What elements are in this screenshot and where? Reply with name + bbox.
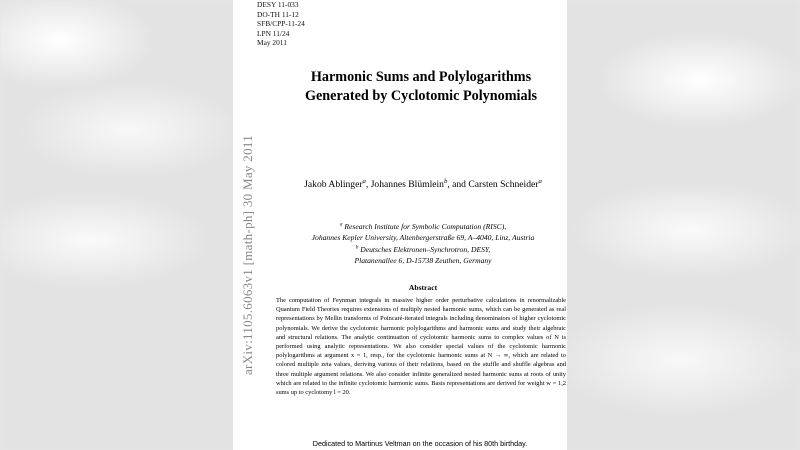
affil-line: Johannes Kepler University, Altenbergerstraße 69, A–4040, Linz, Austria (311, 233, 535, 242)
affil-line: Deutsches Elektronen–Synchrotron, DESY, (360, 245, 491, 254)
author-separator: , (365, 179, 371, 190)
affiliation-b (233, 244, 613, 266)
author-affil-mark: b (443, 177, 448, 185)
affil-mark: a (339, 221, 343, 228)
affil-line: Platanenallee 6, D-15738 Zeuthen, Germany (354, 256, 492, 265)
abstract-heading: Abstract (408, 283, 438, 292)
preprint-numbers (257, 0, 305, 48)
author-separator: , and (447, 179, 469, 190)
preprint-id: LPN 11/24 (257, 28, 290, 38)
author-name: Carsten Schneider (468, 179, 539, 190)
preprint-id: DO-TH 11-12 (257, 9, 299, 19)
paper-title (233, 68, 609, 106)
title-line-2: Generated by Cyclotomic Polynomials (304, 88, 538, 104)
affil-line: Research Institute for Symbolic Computation (RISC), (344, 222, 507, 231)
author-affil-mark: a (362, 177, 366, 185)
author-affil-mark: a (538, 177, 542, 185)
title-line-1: Harmonic Sums and Polylogarithms (310, 69, 532, 85)
preprint-id: DESY 11-033 (257, 0, 299, 9)
dedication: Dedicated to Martinus Veltman on the occasion of his 80th birthday. (312, 439, 528, 448)
preprint-id: SFB/CPP-11-24 (257, 19, 305, 29)
abstract-body: The computation of Feynman integrals in massive higher order perturbative calculations in renormalizable Quantum Field Theories requires extensions of multiply nested harmonic sums, which can be generated as real representations by Mellin transforms of Poincaré-iterated integrals including denominators of higher cyclotomic polynomials. We derive the cyclotomic harmonic polylogarithms and harmonic sums and study their algebraic and structural relations. The analytic continuation of cyclotomic harmonic sums to complex values of N is performed using analytic representations. We also consider special values of the cyclotomic harmonic polylogarithms at argument x = 1, resp., for the cyclotomic harmonic sums at N → ∞, which are related to colored multiple zeta values, deriving various of their relations, based on the stuffle and shuffle algebras and three multiple argument relations. We also consider infinite generalized nested harmonic sums at roots of unity which are related to the infinite cyclotomic harmonic sums. Basis representations are derived for weight w = 1,2 sums up to cyclotomy l = 20. (276, 297, 566, 397)
affil-mark: b (355, 244, 359, 251)
arxiv-stamp: arXiv:1105.6063v1 [math-ph] 30 May 2011 (240, 134, 255, 376)
preprint-date: May 2011 (257, 38, 287, 48)
author-name: Johannes Blümlein (370, 179, 444, 190)
author-name: Jakob Ablinger (304, 179, 363, 190)
affiliation-a (233, 221, 613, 243)
author-list (233, 179, 613, 190)
